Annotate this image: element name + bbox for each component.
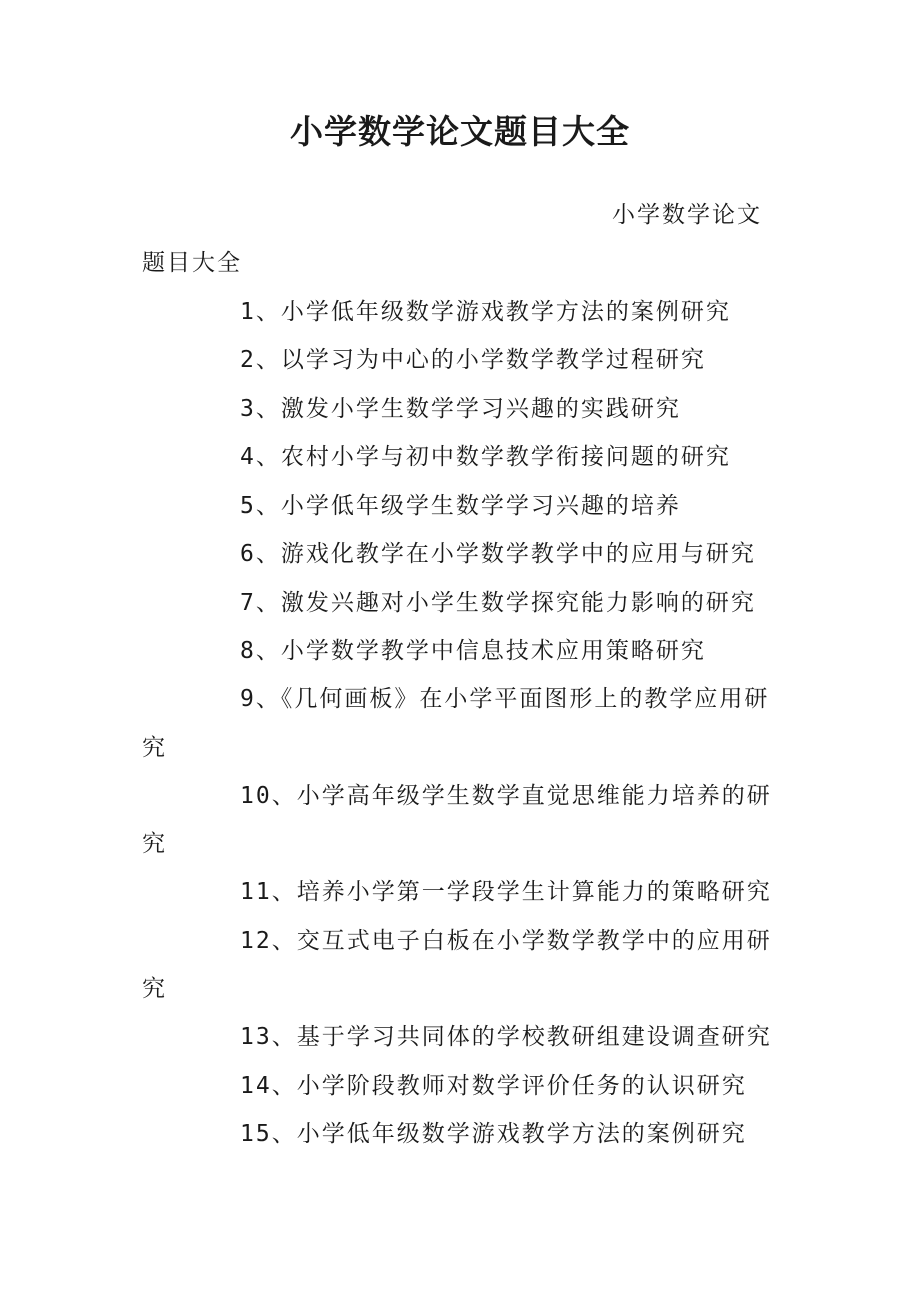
list-item: 6、游戏化教学在小学数学教学中的应用与研究: [240, 541, 756, 567]
list-item: 11、培养小学第一学段学生计算能力的策略研究: [240, 879, 772, 905]
document-title: 小学数学论文题目大全: [290, 112, 630, 151]
list-item: 13、基于学习共同体的学校教研组建设调查研究: [240, 1024, 772, 1050]
list-item: 8、小学数学教学中信息技术应用策略研究: [240, 638, 706, 664]
list-item: 9、《几何画板》在小学平面图形上的教学应用研: [240, 686, 770, 712]
list-item: 10、小学高年级学生数学直觉思维能力培养的研: [240, 783, 772, 809]
list-item: 7、激发兴趣对小学生数学探究能力影响的研究: [240, 590, 756, 616]
list-item: 15、小学低年级数学游戏教学方法的案例研究: [240, 1121, 747, 1147]
list-item: 2、以学习为中心的小学数学教学过程研究: [240, 347, 706, 373]
list-item: 14、小学阶段教师对数学评价任务的认识研究: [240, 1073, 747, 1099]
list-item: 12、交互式电子白板在小学数学教学中的应用研: [240, 928, 772, 954]
list-item-continuation: 究: [142, 735, 167, 761]
list-item: 1、小学低年级数学游戏教学方法的案例研究: [240, 299, 731, 325]
list-item: 4、农村小学与初中数学教学衔接问题的研究: [240, 444, 731, 470]
list-item-continuation: 究: [142, 976, 167, 1002]
subtitle-line-1: 小学数学论文: [612, 202, 762, 228]
list-item-continuation: 究: [142, 831, 167, 857]
subtitle-line-2: 题目大全: [142, 250, 242, 276]
list-item: 3、激发小学生数学学习兴趣的实践研究: [240, 396, 681, 422]
list-item: 5、小学低年级学生数学学习兴趣的培养: [240, 493, 681, 519]
